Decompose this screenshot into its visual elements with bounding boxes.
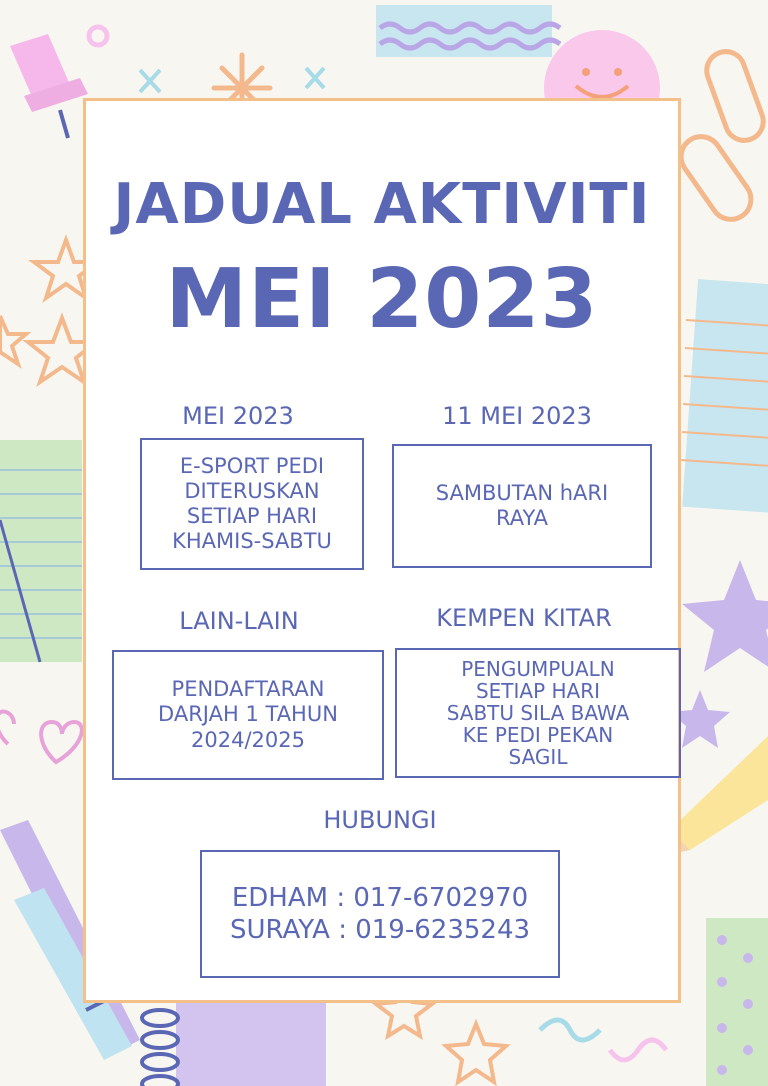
section-label: LAIN-LAIN — [179, 607, 299, 635]
ring-doodle-icon — [89, 27, 107, 45]
section-box: SAMBUTAN hARI RAYA — [392, 444, 652, 568]
notepad-right-icon — [681, 279, 768, 513]
section-box: PENDAFTARAN DARJAH 1 TAHUN 2024/2025 — [112, 650, 384, 780]
contact-suraya: SURAYA : 019-6235243 — [229, 915, 531, 945]
notepad-left-icon — [0, 440, 82, 662]
wave-doodle-icon — [540, 1020, 600, 1040]
purple-star-icon — [670, 560, 768, 748]
paperclip-icon — [673, 46, 768, 227]
section-label: KEMPEN KITAR — [436, 604, 612, 632]
washi-tape-bottom-icon — [706, 918, 768, 1086]
heart-doodle-icon — [0, 712, 82, 762]
pushpin-icon — [10, 34, 88, 138]
section-label: MEI 2023 — [182, 402, 294, 430]
poster-subtitle: MEI 2023 — [165, 252, 599, 347]
washi-tape-top-icon — [376, 5, 560, 57]
section-box: PENGUMPUALN SETIAP HARI SABTU SILA BAWA KE PEDI PEKAN SAGIL — [395, 648, 681, 778]
section-box: E-SPORT PEDI DITERUSKAN SETIAP HARI KHAMIS-SABTU — [140, 438, 364, 570]
contact-box — [200, 850, 560, 978]
contact-edham: EDHAM : 017-6702970 — [231, 882, 529, 913]
spiral-notebook-icon — [142, 1000, 326, 1086]
poster-title: JADUAL AKTIVITI — [113, 172, 651, 237]
section-label: 11 MEI 2023 — [442, 402, 592, 430]
wave-doodle-icon — [610, 1040, 666, 1060]
contact-label: HUBUNGI — [323, 806, 437, 834]
